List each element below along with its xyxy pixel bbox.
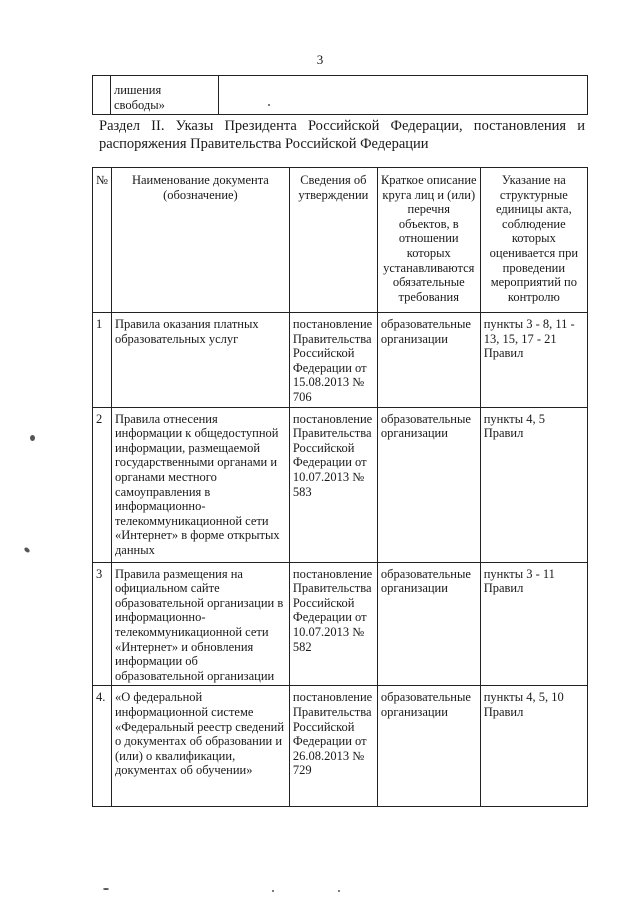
structural-units: пункты 3 - 11 Правил <box>480 562 587 686</box>
document-name: Правила оказания платных образовательных услуг <box>111 313 289 408</box>
approval-info: постановление Правительства Российской Федерации от 10.07.2013 № 583 <box>289 407 377 562</box>
scope-description: образовательные организации <box>377 313 480 408</box>
table-row <box>93 313 588 408</box>
scope-description: образовательные организации <box>377 407 480 562</box>
table-cell: лишения свободы» <box>111 76 219 115</box>
document-name: Правила размещения на официальном сайте образовательной организации в информационно-телекоммуникационной сети «Интернет» и обновления информации об образовательной организации <box>111 562 289 686</box>
continuation-table <box>92 75 588 115</box>
table-row <box>93 76 588 115</box>
document-name: Правила отнесения информации к общедоступной информации, размещаемой государственными органами и органами местного самоуправления в информационно-телекоммуникационной сети «Интернет» в форме открытых данных <box>111 407 289 562</box>
requirements-table <box>92 167 588 807</box>
scan-speck <box>338 890 340 892</box>
scan-speck <box>23 547 30 554</box>
approval-info: постановление Правительства Российской Федерации от 26.08.2013 № 729 <box>289 686 377 807</box>
row-number: 1 <box>93 313 112 408</box>
row-number: 3 <box>93 562 112 686</box>
structural-units: пункты 3 - 8, 11 - 13, 15, 17 - 21 Правил <box>480 313 587 408</box>
page-number: 3 <box>316 52 324 67</box>
structural-units: пункты 4, 5 Правил <box>480 407 587 562</box>
scan-speck <box>103 888 109 890</box>
scope-description: образовательные организации <box>377 686 480 807</box>
table-row <box>93 407 588 562</box>
header-units: Указание на структурные единицы акта, соблюдение которых оценивается при проведении мероприятий по контролю <box>480 168 587 313</box>
header-number: № <box>93 168 112 313</box>
table-row <box>93 562 588 686</box>
approval-info: постановление Правительства Российской Федерации от 10.07.2013 № 582 <box>289 562 377 686</box>
table-cell <box>219 76 588 115</box>
section-title: Раздел II. Указы Президента Российской Федерации, постановления и распоряжения Правительства Российской Федерации <box>99 118 585 152</box>
scan-speck <box>30 435 35 441</box>
header-approval: Сведения об утверждении <box>289 168 377 313</box>
scan-speck <box>272 890 274 892</box>
header-document-name: Наименование документа (обозначение) <box>111 168 289 313</box>
table-header-row <box>93 168 588 313</box>
table-row <box>93 686 588 807</box>
row-number: 2 <box>93 407 112 562</box>
header-scope: Краткое описание круга лиц и (или) перечня объектов, в отношении которых устанавливаются обязательные требования <box>377 168 480 313</box>
document-name: «О федеральной информационной системе «Федеральный реестр сведений о документах об образовании и (или) о квалификации, документах об обучении» <box>111 686 289 807</box>
approval-info: постановление Правительства Российской Федерации от 15.08.2013 № 706 <box>289 313 377 408</box>
table-cell <box>93 76 111 115</box>
scan-speck <box>268 104 270 106</box>
row-number: 4. <box>93 686 112 807</box>
structural-units: пункты 4, 5, 10 Правил <box>480 686 587 807</box>
scope-description: образовательные организации <box>377 562 480 686</box>
